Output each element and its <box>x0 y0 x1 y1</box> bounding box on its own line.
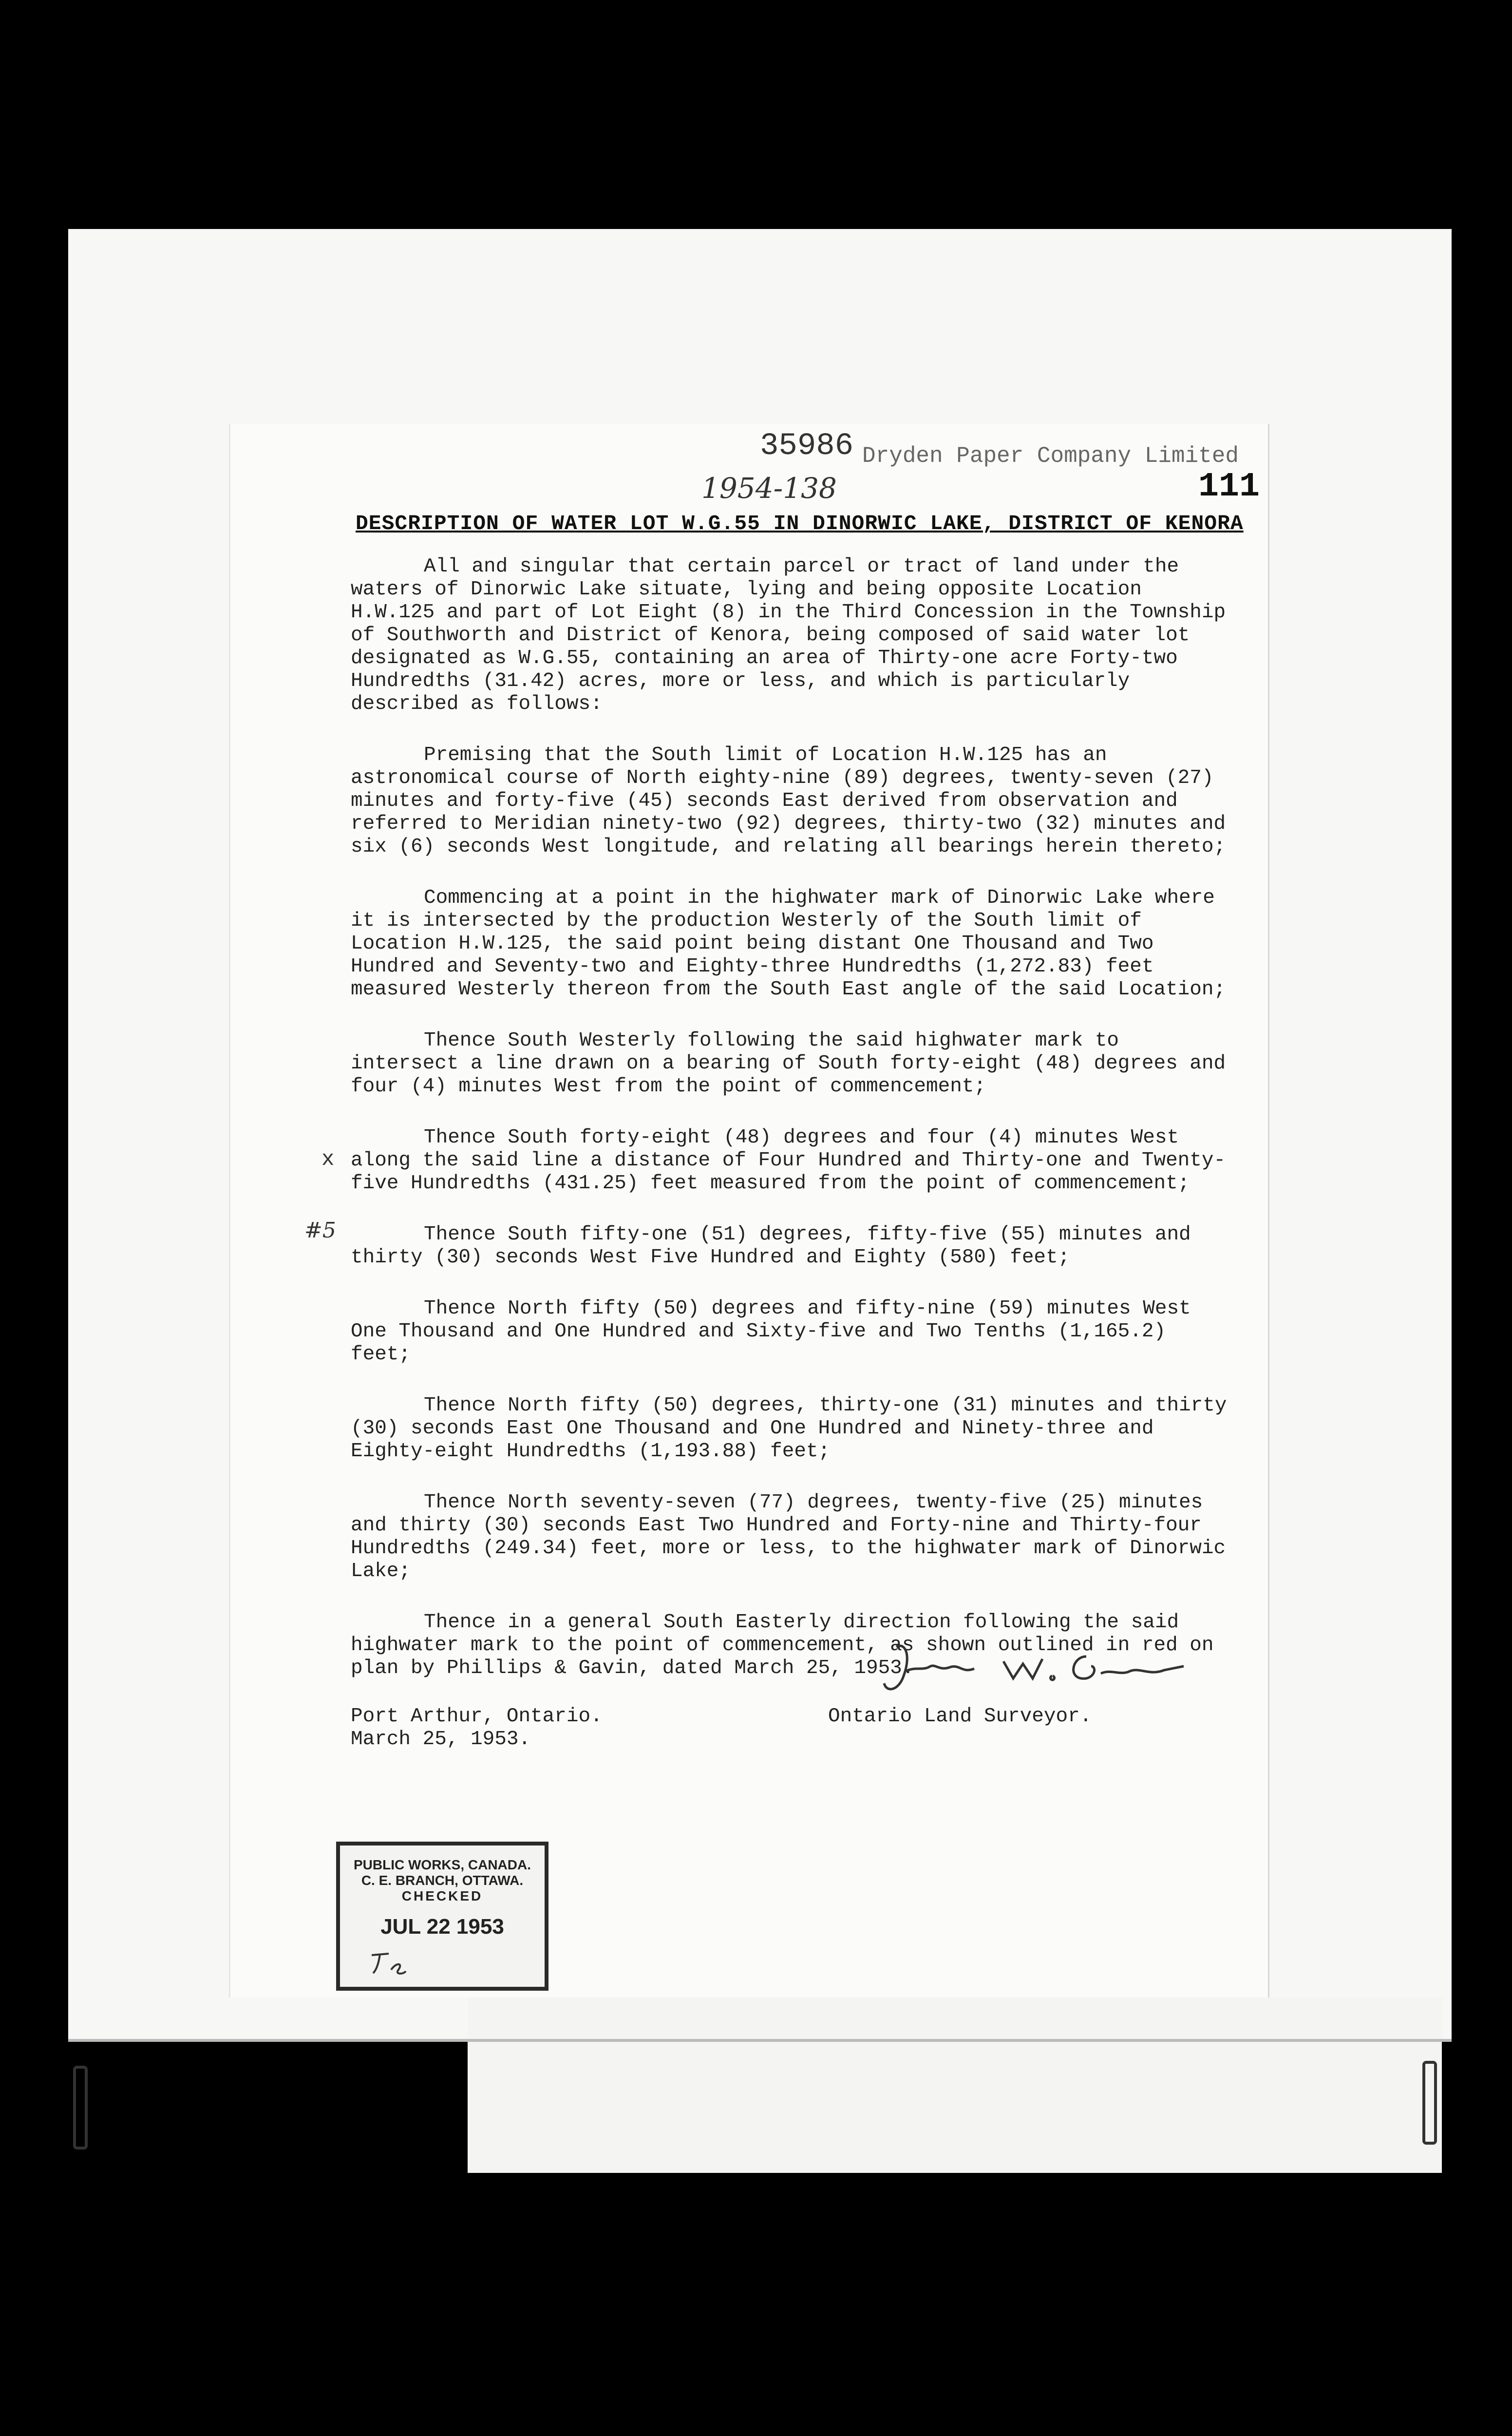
paragraph-closing: Thence in a general South Easterly direction following the said highwater mark to the point of commencement, as shown outlined in red on plan by Phillips & Gavin, dated March 25, 1953. <box>351 1611 1214 1679</box>
stamp-line-2: C. E. BRANCH, OTTAWA. <box>361 1873 524 1888</box>
year-number: 1954-138 <box>701 472 837 505</box>
paragraph-course-5: Thence North fifty (50) degrees, thirty-one (31) minutes and thirty (30) seconds East One Thousand and One Hundred and Ninety-three and Eighty-eight Hundredths (1,193.88) feet; <box>351 1394 1227 1463</box>
checked-stamp <box>336 1842 548 1991</box>
left-clip-icon <box>73 2066 88 2150</box>
description-body <box>351 555 1237 1708</box>
place-and-date: Port Arthur, Ontario. March 25, 1953. <box>351 1705 603 1751</box>
margin-x-mark: x <box>321 1147 335 1172</box>
page-number: 111 <box>1198 468 1260 506</box>
file-number: 35986 <box>760 429 854 464</box>
margin-number-mark: #5 <box>304 1218 336 1243</box>
paragraph-course-4: Thence North fifty (50) degrees and fifty-nine (59) minutes West One Thousand and One Hundred and Sixty-five and Two Tenths (1,165.2) feet; <box>351 1297 1191 1366</box>
stamp-line-1: PUBLIC WORKS, CANADA. <box>354 1857 531 1872</box>
stamp-date: JUL 22 1953 <box>380 1915 504 1939</box>
surveyor-title: Ontario Land Surveyor. <box>828 1705 1092 1728</box>
paragraph-course-1: Thence South Westerly following the said highwater mark to intersect a line drawn on a bearing of South forty-eight (48) degrees and four (4) minutes West from the point of commencement; <box>351 1029 1226 1098</box>
paragraph-course-3: Thence South fifty-one (51) degrees, fifty-five (55) minutes and thirty (30) seconds West Five Hundred and Eighty (580) feet; <box>351 1223 1191 1269</box>
stamp-initials-handwritten <box>369 1948 408 1977</box>
right-clip-icon <box>1422 2061 1437 2145</box>
paragraph-course-2: Thence South forty-eight (48) degrees and four (4) minutes West along the said line a distance of Four Hundred and Thirty-one and Twenty-five Hundredths (431.25) feet measured from the point of commencement; <box>351 1126 1226 1195</box>
paragraph-premising: Premising that the South limit of Location H.W.125 has an astronomical course of North eighty-nine (89) degrees, twenty-seven (27) minutes and forty-five (45) seconds East derived from observation and referred to Meridian ninety-two (92) degrees, thirty-two (32) minutes and six (6) seconds West longitude, and relating all bearings herein thereto; <box>351 744 1226 858</box>
document-title: DESCRIPTION OF WATER LOT W.G.55 IN DINORWIC LAKE, DISTRICT OF KENORA <box>356 512 1244 535</box>
company-name: Dryden Paper Company Limited <box>862 443 1239 469</box>
paragraph-course-6: Thence North seventy-seven (77) degrees, twenty-five (25) minutes and thirty (30) seconds East Two Hundred and Forty-nine and Thirty-four Hundredths (249.34) feet, more or less, to the highwater mark of Dinorwic Lake; <box>351 1491 1226 1582</box>
paragraph-intro: All and singular that certain parcel or tract of land under the waters of Dinorwic Lake situate, lying and being opposite Location H.W.125 and part of Lot Eight (8) in the Third Concession in the Township of Southworth and District of Kenora, being composed of said water lot designated as W.G.55, containing an area of Thirty-one acre Forty-two Hundredths (31.42) acres, more or less, and which is particularly described as follows: <box>351 555 1226 715</box>
sheet-edge-line <box>68 2039 1452 2042</box>
surveyor-signature <box>877 1637 1193 1700</box>
stamp-line-3: CHECKED <box>401 1888 483 1903</box>
paragraph-commencing: Commencing at a point in the highwater mark of Dinorwic Lake where it is intersected by the production Westerly of the South limit of Location H.W.125, the said point being distant One Thousand and Two Hundred and Seventy-two and Eighty-three Hundredths (1,272.83) feet measured Westerly thereon from the South East angle of the said Location; <box>351 887 1226 1001</box>
lower-sheet-edge <box>468 1998 1442 2173</box>
